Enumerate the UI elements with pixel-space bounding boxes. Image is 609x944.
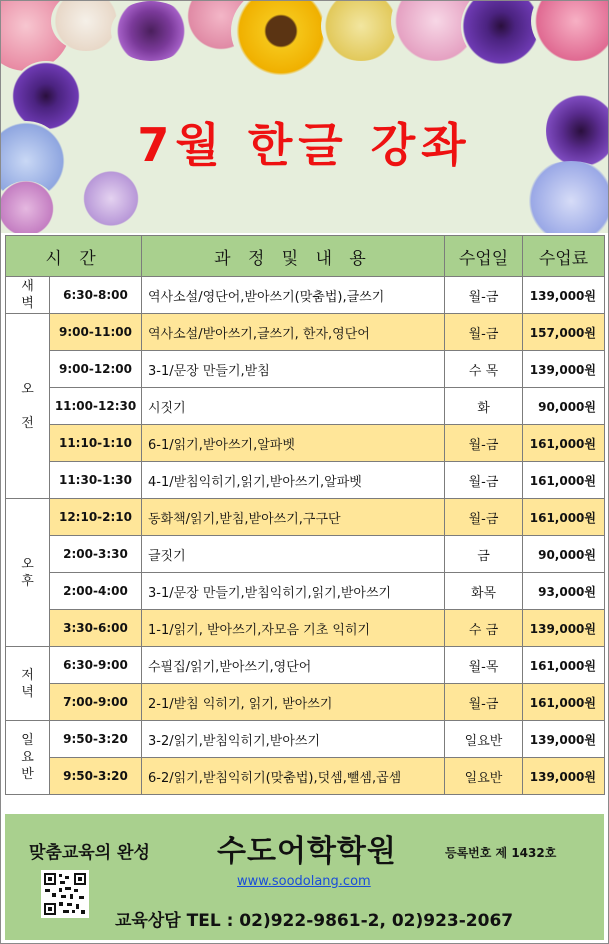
table-row — [6, 425, 605, 462]
fee-cell: 157,000원 — [523, 314, 605, 351]
flower-banner — [1, 1, 608, 233]
table-row — [6, 536, 605, 573]
qr-code[interactable] — [41, 870, 89, 918]
contact-info: 교육상담 TEL : 02)922-9861-2, 02)923-2067 — [115, 911, 514, 931]
tagline: 맞춤교육의 완성 — [29, 843, 150, 863]
days-cell: 월-금 — [445, 314, 523, 351]
period-label-text: 일 요 반 — [21, 733, 34, 782]
flower-decoration — [231, 1, 331, 76]
time-cell: 6:30-8:00 — [50, 277, 142, 314]
days-cell: 월-금 — [445, 277, 523, 314]
footer-panel — [5, 814, 604, 940]
table-row — [6, 758, 605, 795]
days-cell: 월-금 — [445, 499, 523, 536]
days-cell: 월-금 — [445, 425, 523, 462]
fee-cell: 161,000원 — [523, 425, 605, 462]
table-row — [6, 499, 605, 536]
fee-cell: 139,000원 — [523, 351, 605, 388]
fee-cell: 161,000원 — [523, 462, 605, 499]
days-cell: 일요반 — [445, 721, 523, 758]
website-link[interactable]: www.soodolang.com — [237, 874, 371, 889]
content-cell: 6-2/읽기,받침익히기(맞춤법),덧셈,뺄셈,곱셈 — [142, 758, 445, 795]
schedule-body — [6, 277, 605, 795]
period-label — [6, 277, 50, 314]
table-row — [6, 462, 605, 499]
content-cell: 1-1/읽기, 받아쓰기,자모음 기초 익히기 — [142, 610, 445, 647]
table-row — [6, 388, 605, 425]
table-row — [6, 647, 605, 684]
header-fee: 수업료 — [523, 236, 605, 277]
days-cell: 월-금 — [445, 684, 523, 721]
fee-cell: 139,000원 — [523, 721, 605, 758]
content-cell: 4-1/받침익히기,읽기,받아쓰기,알파벳 — [142, 462, 445, 499]
content-cell: 6-1/읽기,받아쓰기,알파벳 — [142, 425, 445, 462]
content-cell: 역사소설/받아쓰기,글쓰기, 한자,영단어 — [142, 314, 445, 351]
fee-cell: 139,000원 — [523, 277, 605, 314]
fee-cell: 93,000원 — [523, 573, 605, 610]
flower-decoration — [321, 1, 401, 61]
days-cell: 월-금 — [445, 462, 523, 499]
time-cell: 9:50-3:20 — [50, 758, 142, 795]
days-cell: 수 금 — [445, 610, 523, 647]
time-cell: 3:30-6:00 — [50, 610, 142, 647]
flower-decoration — [531, 1, 608, 61]
time-cell: 11:10-1:10 — [50, 425, 142, 462]
header-days: 수업일 — [445, 236, 523, 277]
period-label — [6, 499, 50, 647]
time-cell: 7:00-9:00 — [50, 684, 142, 721]
schedule-table — [5, 235, 605, 795]
period-label-text: 새 벽 — [21, 279, 34, 311]
registration-number: 등록번호 제 1432호 — [445, 846, 557, 860]
table-row — [6, 721, 605, 758]
flower-decoration — [1, 181, 56, 233]
header-time: 시 간 — [6, 236, 142, 277]
time-cell: 2:00-3:30 — [50, 536, 142, 573]
table-row — [6, 351, 605, 388]
content-cell: 역사소설/영단어,받아쓰기(맞춤법),글쓰기 — [142, 277, 445, 314]
days-cell: 화 — [445, 388, 523, 425]
days-cell: 금 — [445, 536, 523, 573]
days-cell: 일요반 — [445, 758, 523, 795]
flower-decoration — [461, 1, 541, 66]
content-cell: 동화책/읽기,받침,받아쓰기,구구단 — [142, 499, 445, 536]
fee-cell: 161,000원 — [523, 684, 605, 721]
time-cell: 6:30-9:00 — [50, 647, 142, 684]
period-label-text: 오 전 — [21, 381, 34, 431]
content-cell: 시짓기 — [142, 388, 445, 425]
time-cell: 9:00-11:00 — [50, 314, 142, 351]
content-cell: 2-1/받침 익히기, 읽기, 받아쓰기 — [142, 684, 445, 721]
content-cell: 3-1/문장 만들기,받침익히기,읽기,받아쓰기 — [142, 573, 445, 610]
table-row — [6, 573, 605, 610]
table-header-row — [6, 236, 605, 277]
academy-name: 수도어학학원 — [217, 834, 397, 869]
table-row — [6, 610, 605, 647]
days-cell: 수 목 — [445, 351, 523, 388]
period-label-text: 저 녁 — [21, 667, 34, 700]
period-label — [6, 647, 50, 721]
fee-cell: 161,000원 — [523, 647, 605, 684]
fee-cell: 139,000원 — [523, 758, 605, 795]
period-label — [6, 721, 50, 795]
days-cell: 월-목 — [445, 647, 523, 684]
fee-cell: 161,000원 — [523, 499, 605, 536]
flower-decoration — [111, 1, 191, 61]
fee-cell: 139,000원 — [523, 610, 605, 647]
time-cell: 9:50-3:20 — [50, 721, 142, 758]
fee-cell: 90,000원 — [523, 536, 605, 573]
time-cell: 12:10-2:10 — [50, 499, 142, 536]
qr-code-graphic — [43, 872, 87, 916]
fee-cell: 90,000원 — [523, 388, 605, 425]
time-cell: 9:00-12:00 — [50, 351, 142, 388]
content-cell: 3-1/문장 만들기,받침 — [142, 351, 445, 388]
table-row — [6, 277, 605, 314]
time-cell: 2:00-4:00 — [50, 573, 142, 610]
period-label-text: 오 후 — [21, 556, 34, 589]
content-cell: 3-2/읽기,받침익히기,받아쓰기 — [142, 721, 445, 758]
table-row — [6, 314, 605, 351]
period-label — [6, 314, 50, 499]
days-cell: 화목 — [445, 573, 523, 610]
content-cell: 글짓기 — [142, 536, 445, 573]
header-content: 과 정 및 내 용 — [142, 236, 445, 277]
table-row — [6, 684, 605, 721]
time-cell: 11:30-1:30 — [50, 462, 142, 499]
page-title: 7월 한글 강좌 — [137, 118, 472, 172]
content-cell: 수필집/읽기,받아쓰기,영단어 — [142, 647, 445, 684]
flower-decoration — [81, 171, 141, 226]
time-cell: 11:00-12:30 — [50, 388, 142, 425]
